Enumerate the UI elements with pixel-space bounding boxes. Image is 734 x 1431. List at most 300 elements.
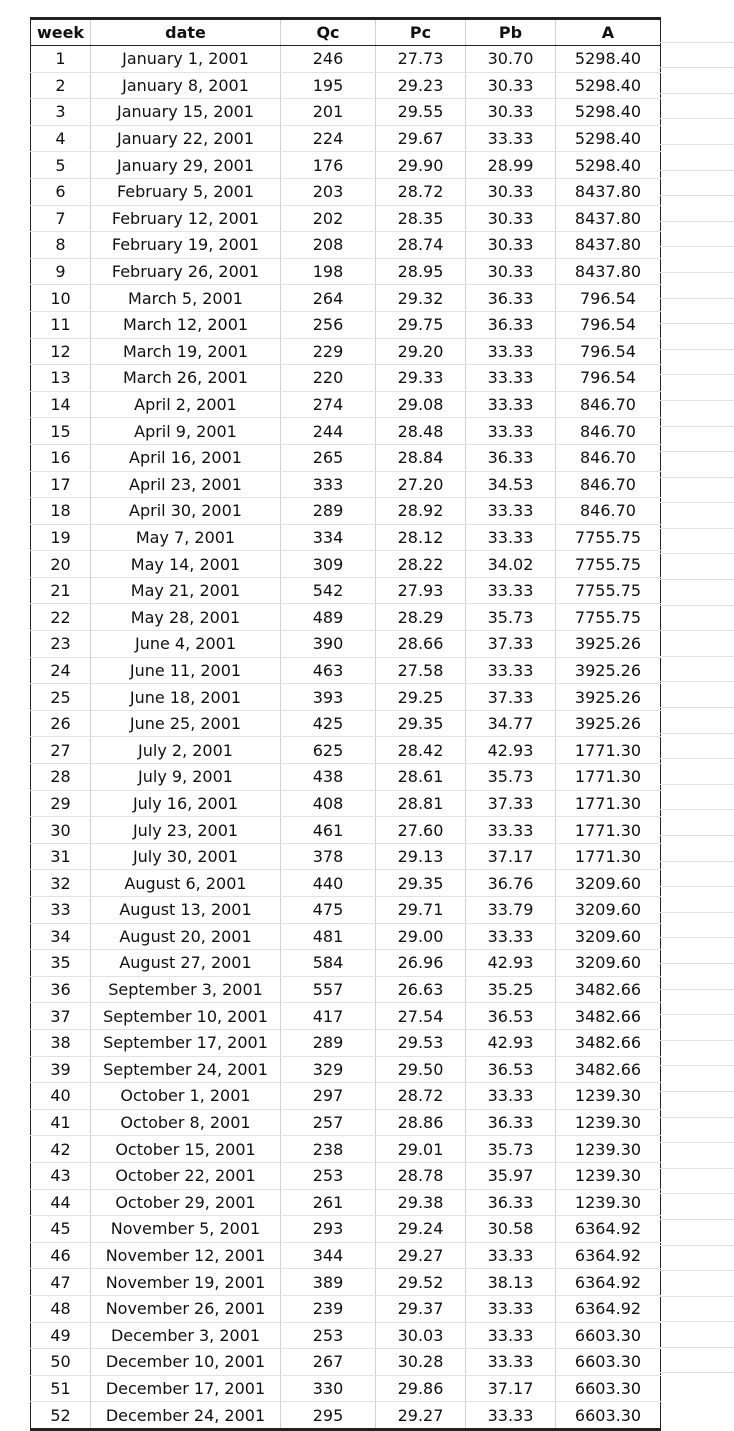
pc-cell[interactable]: 29.27 <box>376 1402 466 1430</box>
empty-cell[interactable] <box>660 1118 734 1144</box>
week-cell[interactable]: 49 <box>31 1322 91 1349</box>
empty-cell[interactable] <box>660 401 734 427</box>
empty-cell[interactable] <box>660 1169 734 1195</box>
empty-cell[interactable] <box>660 247 734 273</box>
a-cell[interactable]: 6603.30 <box>556 1375 661 1402</box>
a-cell[interactable]: 1239.30 <box>556 1109 661 1136</box>
qc-cell[interactable]: 461 <box>281 817 376 844</box>
empty-cell[interactable] <box>660 427 734 453</box>
qc-cell[interactable]: 239 <box>281 1295 376 1322</box>
pc-cell[interactable]: 29.00 <box>376 923 466 950</box>
date-cell[interactable]: January 22, 2001 <box>91 125 281 152</box>
pb-cell[interactable]: 30.33 <box>466 99 556 126</box>
a-cell[interactable]: 5298.40 <box>556 72 661 99</box>
week-cell[interactable]: 34 <box>31 923 91 950</box>
empty-cell[interactable] <box>660 1143 734 1169</box>
date-cell[interactable]: February 5, 2001 <box>91 178 281 205</box>
week-cell[interactable]: 46 <box>31 1242 91 1269</box>
qc-cell[interactable]: 557 <box>281 976 376 1003</box>
week-cell[interactable]: 26 <box>31 710 91 737</box>
qc-cell[interactable]: 408 <box>281 790 376 817</box>
empty-cell[interactable] <box>660 631 734 657</box>
pb-cell[interactable]: 33.33 <box>466 338 556 365</box>
pb-cell[interactable]: 33.33 <box>466 1322 556 1349</box>
a-cell[interactable]: 1239.30 <box>556 1136 661 1163</box>
pc-cell[interactable]: 29.20 <box>376 338 466 365</box>
pb-cell[interactable]: 33.33 <box>466 1295 556 1322</box>
week-cell[interactable]: 22 <box>31 604 91 631</box>
qc-cell[interactable]: 253 <box>281 1322 376 1349</box>
qc-cell[interactable]: 378 <box>281 843 376 870</box>
week-cell[interactable]: 42 <box>31 1136 91 1163</box>
date-cell[interactable]: October 8, 2001 <box>91 1109 281 1136</box>
pb-cell[interactable]: 36.33 <box>466 1109 556 1136</box>
pb-cell[interactable]: 38.13 <box>466 1269 556 1296</box>
a-cell[interactable]: 796.54 <box>556 338 661 365</box>
date-cell[interactable]: September 24, 2001 <box>91 1056 281 1083</box>
empty-cell[interactable] <box>660 606 734 632</box>
empty-cell[interactable] <box>660 1297 734 1323</box>
a-cell[interactable]: 6364.92 <box>556 1269 661 1296</box>
pc-cell[interactable]: 27.20 <box>376 471 466 498</box>
column-header-date[interactable]: date <box>91 19 281 46</box>
empty-cell[interactable] <box>660 350 734 376</box>
date-cell[interactable]: April 9, 2001 <box>91 418 281 445</box>
pb-cell[interactable]: 36.53 <box>466 1003 556 1030</box>
pb-cell[interactable]: 33.33 <box>466 1242 556 1269</box>
week-cell[interactable]: 40 <box>31 1083 91 1110</box>
empty-cell[interactable] <box>660 734 734 760</box>
qc-cell[interactable]: 542 <box>281 577 376 604</box>
pb-cell[interactable]: 37.33 <box>466 790 556 817</box>
pc-cell[interactable]: 30.28 <box>376 1349 466 1376</box>
date-cell[interactable]: July 16, 2001 <box>91 790 281 817</box>
qc-cell[interactable]: 203 <box>281 178 376 205</box>
pc-cell[interactable]: 28.22 <box>376 551 466 578</box>
pb-cell[interactable]: 30.33 <box>466 178 556 205</box>
pb-cell[interactable]: 34.77 <box>466 710 556 737</box>
qc-cell[interactable]: 329 <box>281 1056 376 1083</box>
week-cell[interactable]: 10 <box>31 285 91 312</box>
week-cell[interactable]: 7 <box>31 205 91 232</box>
qc-cell[interactable]: 293 <box>281 1216 376 1243</box>
pb-cell[interactable]: 30.33 <box>466 72 556 99</box>
week-cell[interactable]: 48 <box>31 1295 91 1322</box>
a-cell[interactable]: 7755.75 <box>556 604 661 631</box>
qc-cell[interactable]: 625 <box>281 737 376 764</box>
a-cell[interactable]: 3209.60 <box>556 950 661 977</box>
pc-cell[interactable]: 29.27 <box>376 1242 466 1269</box>
week-cell[interactable]: 15 <box>31 418 91 445</box>
empty-cell[interactable] <box>660 1066 734 1092</box>
a-cell[interactable]: 796.54 <box>556 311 661 338</box>
date-cell[interactable]: April 23, 2001 <box>91 471 281 498</box>
empty-cell[interactable] <box>660 529 734 555</box>
week-cell[interactable]: 14 <box>31 391 91 418</box>
pc-cell[interactable]: 29.24 <box>376 1216 466 1243</box>
pc-cell[interactable]: 29.90 <box>376 152 466 179</box>
pb-cell[interactable]: 30.33 <box>466 232 556 259</box>
a-cell[interactable]: 1771.30 <box>556 843 661 870</box>
week-cell[interactable]: 25 <box>31 684 91 711</box>
date-cell[interactable]: September 10, 2001 <box>91 1003 281 1030</box>
qc-cell[interactable]: 295 <box>281 1402 376 1430</box>
date-cell[interactable]: December 10, 2001 <box>91 1349 281 1376</box>
week-cell[interactable]: 41 <box>31 1109 91 1136</box>
pc-cell[interactable]: 29.35 <box>376 710 466 737</box>
column-header-week[interactable]: week <box>31 19 91 46</box>
week-cell[interactable]: 45 <box>31 1216 91 1243</box>
pc-cell[interactable]: 28.72 <box>376 1083 466 1110</box>
date-cell[interactable]: May 7, 2001 <box>91 524 281 551</box>
empty-cell[interactable] <box>660 913 734 939</box>
pc-cell[interactable]: 29.08 <box>376 391 466 418</box>
week-cell[interactable]: 12 <box>31 338 91 365</box>
qc-cell[interactable]: 267 <box>281 1349 376 1376</box>
pb-cell[interactable]: 35.73 <box>466 1136 556 1163</box>
date-cell[interactable]: June 11, 2001 <box>91 657 281 684</box>
date-cell[interactable]: April 30, 2001 <box>91 498 281 525</box>
date-cell[interactable]: June 4, 2001 <box>91 631 281 658</box>
date-cell[interactable]: September 17, 2001 <box>91 1029 281 1056</box>
qc-cell[interactable]: 229 <box>281 338 376 365</box>
date-cell[interactable]: November 12, 2001 <box>91 1242 281 1269</box>
pb-cell[interactable]: 42.93 <box>466 1029 556 1056</box>
a-cell[interactable]: 1771.30 <box>556 764 661 791</box>
pb-cell[interactable]: 37.33 <box>466 684 556 711</box>
week-cell[interactable]: 6 <box>31 178 91 205</box>
pb-cell[interactable]: 33.33 <box>466 418 556 445</box>
a-cell[interactable]: 3925.26 <box>556 710 661 737</box>
pc-cell[interactable]: 29.01 <box>376 1136 466 1163</box>
date-cell[interactable]: July 2, 2001 <box>91 737 281 764</box>
pb-cell[interactable]: 33.79 <box>466 897 556 924</box>
pc-cell[interactable]: 29.71 <box>376 897 466 924</box>
empty-cell[interactable] <box>660 222 734 248</box>
qc-cell[interactable]: 390 <box>281 631 376 658</box>
pb-cell[interactable]: 33.33 <box>466 125 556 152</box>
empty-cell[interactable] <box>660 810 734 836</box>
qc-cell[interactable]: 246 <box>281 46 376 73</box>
empty-cell[interactable] <box>660 657 734 683</box>
empty-cell[interactable] <box>660 478 734 504</box>
week-cell[interactable]: 31 <box>31 843 91 870</box>
a-cell[interactable]: 3209.60 <box>556 870 661 897</box>
date-cell[interactable]: July 30, 2001 <box>91 843 281 870</box>
a-cell[interactable]: 7755.75 <box>556 551 661 578</box>
a-cell[interactable]: 6603.30 <box>556 1349 661 1376</box>
pb-cell[interactable]: 36.53 <box>466 1056 556 1083</box>
pb-cell[interactable]: 34.02 <box>466 551 556 578</box>
qc-cell[interactable]: 393 <box>281 684 376 711</box>
week-cell[interactable]: 28 <box>31 764 91 791</box>
pc-cell[interactable]: 27.93 <box>376 577 466 604</box>
qc-cell[interactable]: 256 <box>281 311 376 338</box>
week-cell[interactable]: 51 <box>31 1375 91 1402</box>
qc-cell[interactable]: 289 <box>281 1029 376 1056</box>
empty-cell[interactable] <box>660 1246 734 1272</box>
date-cell[interactable]: October 15, 2001 <box>91 1136 281 1163</box>
empty-cell[interactable] <box>660 145 734 171</box>
week-cell[interactable]: 4 <box>31 125 91 152</box>
qc-cell[interactable]: 244 <box>281 418 376 445</box>
pb-cell[interactable]: 28.99 <box>466 152 556 179</box>
a-cell[interactable]: 3209.60 <box>556 923 661 950</box>
date-cell[interactable]: January 29, 2001 <box>91 152 281 179</box>
a-cell[interactable]: 846.70 <box>556 444 661 471</box>
qc-cell[interactable]: 481 <box>281 923 376 950</box>
a-cell[interactable]: 1771.30 <box>556 737 661 764</box>
pc-cell[interactable]: 28.42 <box>376 737 466 764</box>
qc-cell[interactable]: 425 <box>281 710 376 737</box>
a-cell[interactable]: 3482.66 <box>556 976 661 1003</box>
date-cell[interactable]: February 26, 2001 <box>91 258 281 285</box>
pb-cell[interactable]: 30.70 <box>466 46 556 73</box>
pc-cell[interactable]: 28.29 <box>376 604 466 631</box>
pb-cell[interactable]: 36.33 <box>466 444 556 471</box>
qc-cell[interactable]: 264 <box>281 285 376 312</box>
week-cell[interactable]: 18 <box>31 498 91 525</box>
pb-cell[interactable]: 30.58 <box>466 1216 556 1243</box>
a-cell[interactable]: 7755.75 <box>556 524 661 551</box>
date-cell[interactable]: October 22, 2001 <box>91 1162 281 1189</box>
pb-cell[interactable]: 33.33 <box>466 657 556 684</box>
pc-cell[interactable]: 28.35 <box>376 205 466 232</box>
pc-cell[interactable]: 28.66 <box>376 631 466 658</box>
date-cell[interactable]: August 27, 2001 <box>91 950 281 977</box>
qc-cell[interactable]: 330 <box>281 1375 376 1402</box>
empty-cell[interactable] <box>660 1348 734 1374</box>
qc-cell[interactable]: 176 <box>281 152 376 179</box>
pc-cell[interactable]: 29.33 <box>376 365 466 392</box>
week-cell[interactable]: 39 <box>31 1056 91 1083</box>
empty-cell[interactable] <box>660 503 734 529</box>
a-cell[interactable]: 7755.75 <box>556 577 661 604</box>
pc-cell[interactable]: 28.81 <box>376 790 466 817</box>
qc-cell[interactable]: 202 <box>281 205 376 232</box>
week-cell[interactable]: 35 <box>31 950 91 977</box>
pb-cell[interactable]: 36.33 <box>466 311 556 338</box>
a-cell[interactable]: 8437.80 <box>556 205 661 232</box>
qc-cell[interactable]: 265 <box>281 444 376 471</box>
pc-cell[interactable]: 27.73 <box>376 46 466 73</box>
pc-cell[interactable]: 29.52 <box>376 1269 466 1296</box>
a-cell[interactable]: 8437.80 <box>556 232 661 259</box>
column-header-pb[interactable]: Pb <box>466 19 556 46</box>
a-cell[interactable]: 5298.40 <box>556 99 661 126</box>
pb-cell[interactable]: 33.33 <box>466 577 556 604</box>
a-cell[interactable]: 3925.26 <box>556 631 661 658</box>
empty-cell[interactable] <box>660 862 734 888</box>
week-cell[interactable]: 36 <box>31 976 91 1003</box>
pb-cell[interactable]: 33.33 <box>466 817 556 844</box>
date-cell[interactable]: March 12, 2001 <box>91 311 281 338</box>
pb-cell[interactable]: 33.33 <box>466 391 556 418</box>
pb-cell[interactable]: 36.33 <box>466 1189 556 1216</box>
date-cell[interactable]: June 25, 2001 <box>91 710 281 737</box>
pc-cell[interactable]: 27.58 <box>376 657 466 684</box>
qc-cell[interactable]: 201 <box>281 99 376 126</box>
pb-cell[interactable]: 36.33 <box>466 285 556 312</box>
date-cell[interactable]: June 18, 2001 <box>91 684 281 711</box>
a-cell[interactable]: 6364.92 <box>556 1216 661 1243</box>
week-cell[interactable]: 47 <box>31 1269 91 1296</box>
week-cell[interactable]: 20 <box>31 551 91 578</box>
a-cell[interactable]: 6364.92 <box>556 1295 661 1322</box>
pc-cell[interactable]: 28.92 <box>376 498 466 525</box>
empty-cell[interactable] <box>660 708 734 734</box>
empty-cell[interactable] <box>660 759 734 785</box>
qc-cell[interactable]: 220 <box>281 365 376 392</box>
empty-cell[interactable] <box>660 938 734 964</box>
date-cell[interactable]: December 3, 2001 <box>91 1322 281 1349</box>
empty-cell[interactable] <box>660 68 734 94</box>
date-cell[interactable]: March 5, 2001 <box>91 285 281 312</box>
week-cell[interactable]: 11 <box>31 311 91 338</box>
pc-cell[interactable]: 28.12 <box>376 524 466 551</box>
qc-cell[interactable]: 198 <box>281 258 376 285</box>
week-cell[interactable]: 16 <box>31 444 91 471</box>
empty-cell[interactable] <box>660 324 734 350</box>
a-cell[interactable]: 8437.80 <box>556 178 661 205</box>
date-cell[interactable]: January 1, 2001 <box>91 46 281 73</box>
qc-cell[interactable]: 584 <box>281 950 376 977</box>
qc-cell[interactable]: 475 <box>281 897 376 924</box>
date-cell[interactable]: March 19, 2001 <box>91 338 281 365</box>
date-cell[interactable]: August 6, 2001 <box>91 870 281 897</box>
empty-cell[interactable] <box>660 1322 734 1348</box>
week-cell[interactable]: 9 <box>31 258 91 285</box>
a-cell[interactable]: 846.70 <box>556 418 661 445</box>
pc-cell[interactable]: 29.67 <box>376 125 466 152</box>
a-cell[interactable]: 3209.60 <box>556 897 661 924</box>
week-cell[interactable]: 37 <box>31 1003 91 1030</box>
pb-cell[interactable]: 37.33 <box>466 631 556 658</box>
week-cell[interactable]: 8 <box>31 232 91 259</box>
empty-cell[interactable] <box>660 299 734 325</box>
pc-cell[interactable]: 27.60 <box>376 817 466 844</box>
pc-cell[interactable]: 28.78 <box>376 1162 466 1189</box>
date-cell[interactable]: October 1, 2001 <box>91 1083 281 1110</box>
pb-cell[interactable]: 37.17 <box>466 843 556 870</box>
empty-cell[interactable] <box>660 836 734 862</box>
date-cell[interactable]: December 17, 2001 <box>91 1375 281 1402</box>
qc-cell[interactable]: 208 <box>281 232 376 259</box>
empty-cell[interactable] <box>660 375 734 401</box>
pc-cell[interactable]: 29.32 <box>376 285 466 312</box>
week-cell[interactable]: 17 <box>31 471 91 498</box>
pb-cell[interactable]: 35.97 <box>466 1162 556 1189</box>
date-cell[interactable]: May 28, 2001 <box>91 604 281 631</box>
empty-cell[interactable] <box>660 785 734 811</box>
qc-cell[interactable]: 417 <box>281 1003 376 1030</box>
pc-cell[interactable]: 27.54 <box>376 1003 466 1030</box>
qc-cell[interactable]: 334 <box>281 524 376 551</box>
date-cell[interactable]: May 14, 2001 <box>91 551 281 578</box>
date-cell[interactable]: April 16, 2001 <box>91 444 281 471</box>
a-cell[interactable]: 1239.30 <box>556 1189 661 1216</box>
qc-cell[interactable]: 438 <box>281 764 376 791</box>
a-cell[interactable]: 1239.30 <box>556 1162 661 1189</box>
a-cell[interactable]: 5298.40 <box>556 125 661 152</box>
empty-cell[interactable] <box>660 964 734 990</box>
date-cell[interactable]: March 26, 2001 <box>91 365 281 392</box>
empty-cell[interactable] <box>660 990 734 1016</box>
qc-cell[interactable]: 257 <box>281 1109 376 1136</box>
qc-cell[interactable]: 224 <box>281 125 376 152</box>
pc-cell[interactable]: 29.25 <box>376 684 466 711</box>
pb-cell[interactable]: 33.33 <box>466 524 556 551</box>
a-cell[interactable]: 846.70 <box>556 471 661 498</box>
pb-cell[interactable]: 33.33 <box>466 1349 556 1376</box>
pb-cell[interactable]: 33.33 <box>466 365 556 392</box>
qc-cell[interactable]: 389 <box>281 1269 376 1296</box>
pb-cell[interactable]: 33.33 <box>466 1402 556 1430</box>
week-cell[interactable]: 44 <box>31 1189 91 1216</box>
week-cell[interactable]: 13 <box>31 365 91 392</box>
empty-cell[interactable] <box>660 1220 734 1246</box>
date-cell[interactable]: September 3, 2001 <box>91 976 281 1003</box>
week-cell[interactable]: 19 <box>31 524 91 551</box>
a-cell[interactable]: 846.70 <box>556 498 661 525</box>
pc-cell[interactable]: 30.03 <box>376 1322 466 1349</box>
a-cell[interactable]: 3925.26 <box>556 657 661 684</box>
pc-cell[interactable]: 28.86 <box>376 1109 466 1136</box>
pc-cell[interactable]: 29.53 <box>376 1029 466 1056</box>
pb-cell[interactable]: 33.33 <box>466 498 556 525</box>
pc-cell[interactable]: 29.55 <box>376 99 466 126</box>
empty-cell[interactable] <box>660 1015 734 1041</box>
pc-cell[interactable]: 28.61 <box>376 764 466 791</box>
column-header-qc[interactable]: Qc <box>281 19 376 46</box>
qc-cell[interactable]: 274 <box>281 391 376 418</box>
empty-cell[interactable] <box>660 119 734 145</box>
date-cell[interactable]: August 13, 2001 <box>91 897 281 924</box>
column-header-pc[interactable]: Pc <box>376 19 466 46</box>
empty-cell[interactable] <box>660 1092 734 1118</box>
qc-cell[interactable]: 344 <box>281 1242 376 1269</box>
a-cell[interactable]: 6603.30 <box>556 1322 661 1349</box>
week-cell[interactable]: 1 <box>31 46 91 73</box>
week-cell[interactable]: 3 <box>31 99 91 126</box>
a-cell[interactable]: 1771.30 <box>556 790 661 817</box>
empty-cell[interactable] <box>660 94 734 120</box>
week-cell[interactable]: 23 <box>31 631 91 658</box>
date-cell[interactable]: February 19, 2001 <box>91 232 281 259</box>
date-cell[interactable]: April 2, 2001 <box>91 391 281 418</box>
week-cell[interactable]: 2 <box>31 72 91 99</box>
date-cell[interactable]: May 21, 2001 <box>91 577 281 604</box>
qc-cell[interactable]: 309 <box>281 551 376 578</box>
qc-cell[interactable]: 238 <box>281 1136 376 1163</box>
week-cell[interactable]: 29 <box>31 790 91 817</box>
empty-cell[interactable] <box>660 1271 734 1297</box>
qc-cell[interactable]: 333 <box>281 471 376 498</box>
pc-cell[interactable]: 29.23 <box>376 72 466 99</box>
pc-cell[interactable]: 26.63 <box>376 976 466 1003</box>
date-cell[interactable]: December 24, 2001 <box>91 1402 281 1430</box>
pc-cell[interactable]: 29.37 <box>376 1295 466 1322</box>
week-cell[interactable]: 32 <box>31 870 91 897</box>
empty-cell[interactable] <box>660 43 734 69</box>
column-header-a[interactable]: A <box>556 19 661 46</box>
pb-cell[interactable]: 30.33 <box>466 258 556 285</box>
qc-cell[interactable]: 463 <box>281 657 376 684</box>
empty-cell[interactable] <box>660 1194 734 1220</box>
a-cell[interactable]: 846.70 <box>556 391 661 418</box>
empty-cell[interactable] <box>660 273 734 299</box>
week-cell[interactable]: 21 <box>31 577 91 604</box>
